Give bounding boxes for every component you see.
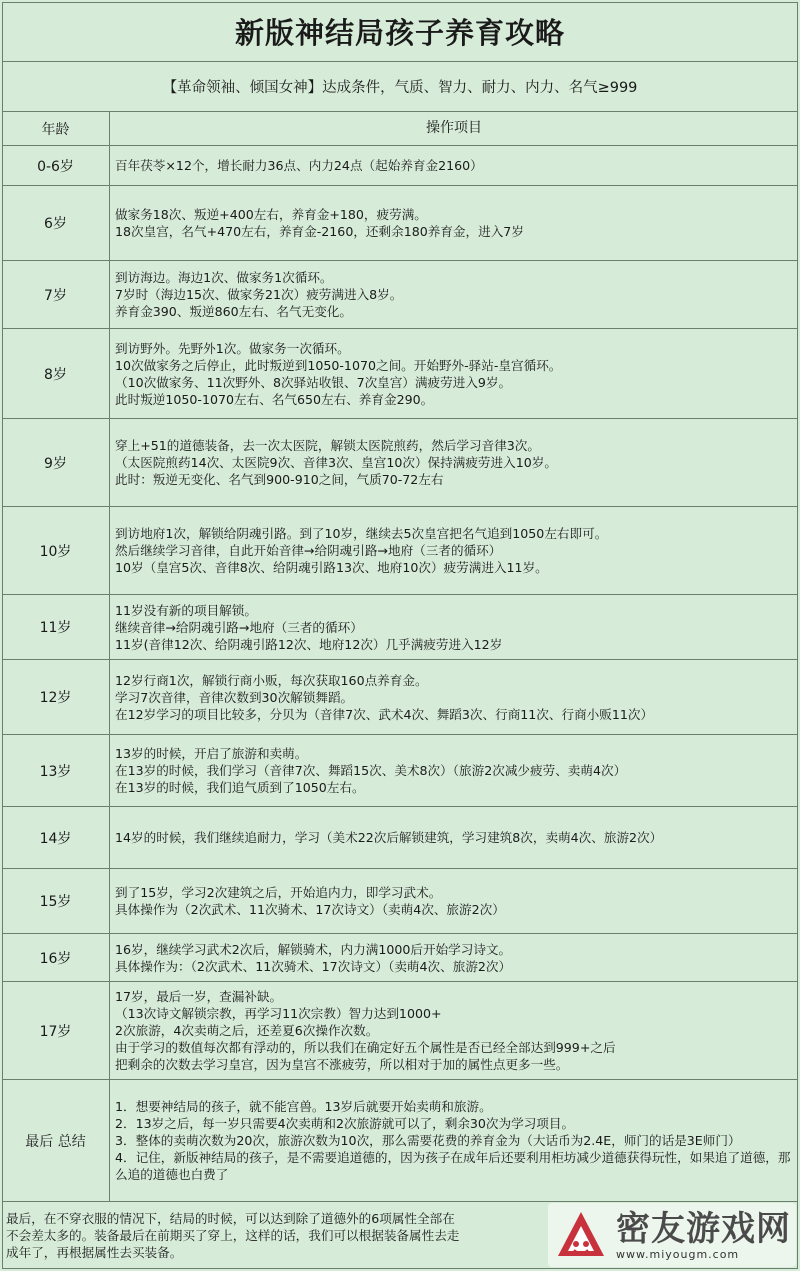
table-row — [2, 735, 798, 807]
page-title: 新版神结局孩子养育攻略 — [2, 2, 798, 62]
table-row — [2, 807, 798, 869]
row-age: 最后 总结 — [2, 1080, 110, 1201]
ops-line: 在12岁学习的项目比较多，分贝为（音律7次、武术4次、舞蹈3次、行商11次、行商小贩11次） — [115, 706, 654, 722]
table-row — [2, 146, 798, 186]
row-age: 0-6岁 — [2, 146, 110, 185]
ops-line: 穿上+51的道德装备，去一次太医院，解锁太医院煎药，然后学习音律3次。 — [115, 438, 540, 453]
ops-line: 然后继续学习音律，自此开始音律→给阴魂引路→地府（三者的循环） — [115, 543, 502, 558]
ops-line: 12岁行商1次，解锁行商小贩，每次获取160点养育金。 — [115, 672, 428, 688]
ops-line: 由于学习的数值每次都有浮动的，所以我们在确定好五个属性是否已经全部达到999+之后 — [115, 1040, 616, 1055]
ops-line: （太医院煎药14次、太医院9次、音律3次、皇宫10次）保持满疲劳进入10岁。 — [115, 455, 557, 470]
row-ops — [110, 507, 798, 594]
row-ops — [110, 595, 798, 659]
row-ops — [110, 807, 798, 868]
row-ops — [110, 146, 798, 185]
footer-line: 不会差太多的。装备最后在前期买了穿上，这样的话，我们可以根据装备属性去走 — [6, 1228, 460, 1243]
row-age: 6岁 — [2, 186, 110, 260]
ops-line: 到访地府1次，解锁给阴魂引路。到了10岁，继续去5次皇宫把名气追到1050左右即可。 — [115, 526, 608, 541]
row-ops — [110, 934, 798, 981]
ops-line: 11岁(音律12次、给阴魂引路12次、地府12次）几乎满疲劳进入12岁 — [115, 636, 503, 652]
ops-line: （10次做家务、11次野外、8次驿站收银、7次皇宫）满疲劳进入9岁。 — [115, 374, 512, 390]
ops-line: 做家务18次、叛逆+400左右，养育金+180，疲劳满。 — [115, 207, 427, 222]
table-row — [2, 934, 798, 982]
table-row — [2, 660, 798, 735]
site-logo-icon — [552, 1206, 610, 1264]
header-ops: 操作项目 — [426, 120, 482, 136]
ops-line: 继续音律→给阴魂引路→地府（三者的循环） — [115, 619, 363, 635]
ops-line: 7岁时（海边15次、做家务21次）疲劳满进入8岁。 — [115, 287, 403, 302]
ops-line: 1．想要神结局的孩子，就不能宫兽。13岁后就要开始卖萌和旅游。 — [115, 1099, 492, 1114]
ops-line: 到访野外。先野外1次。做家务一次循环。 — [115, 340, 350, 356]
table-row — [2, 595, 798, 660]
ops-line: 此时叛逆1050-1070左右、名气650左右、养育金290。 — [115, 391, 434, 407]
row-ops — [110, 186, 798, 260]
row-age: 11岁 — [2, 595, 110, 659]
row-ops — [110, 869, 798, 933]
row-ops — [110, 735, 798, 806]
row-ops — [110, 419, 798, 506]
ops-line: 17岁，最后一岁，查漏补缺。 — [115, 989, 283, 1004]
row-age: 13岁 — [2, 735, 110, 806]
ops-line: 10岁（皇宫5次、音律8次、给阴魂引路13次、地府10次）疲劳满进入11岁。 — [115, 560, 548, 575]
header-age: 年龄 — [2, 112, 110, 145]
ops-line: 2次旅游，4次卖萌之后，还差夏6次操作次数。 — [115, 1023, 379, 1038]
ops-line: 14岁的时候，我们继续追耐力，学习（美术22次后解锁建筑，学习建筑8次，卖萌4次、旅游2次） — [115, 830, 663, 845]
ops-line: 4．记住，新版神结局的孩子，是不需要追道德的，因为孩子在成年后还要利用柜坊减少道德获得玩性，如果追了道德，那么追的道德也白费了 — [115, 1150, 791, 1182]
footer-line: 最后，在不穿衣服的情况下，结局的时候，可以达到除了道德外的6项属性全部在 — [6, 1211, 455, 1226]
ops-line: 学习7次音律，音律次数到30次解锁舞蹈。 — [115, 689, 354, 705]
table-row — [2, 869, 798, 934]
ops-line: 具体操作为：（2次武术、11次骑术、17次诗文）（卖萌4次、旅游2次） — [115, 958, 512, 974]
table-row — [2, 186, 798, 261]
table-header — [2, 112, 798, 146]
ops-line: （13次诗文解锁宗教，再学习11次宗教）智力达到1000+ — [115, 1006, 442, 1021]
table-row — [2, 329, 798, 419]
table-row — [2, 982, 798, 1080]
table-row — [2, 1080, 798, 1202]
row-age: 8岁 — [2, 329, 110, 418]
ops-line: 到了15岁，学习2次建筑之后，开始追内力，即学习武术。 — [115, 885, 442, 900]
ops-line: 在13岁的时候，我们学习（音律7次、舞蹈15次、美术8次）（旅游2次减少疲劳、卖萌4次） — [115, 763, 627, 778]
row-age: 7岁 — [2, 261, 110, 328]
ops-line: 2．13岁之后，每一岁只需要4次卖萌和2次旅游就可以了，剩余30次为学习项目。 — [115, 1116, 575, 1131]
row-ops — [110, 329, 798, 418]
row-ops — [110, 261, 798, 328]
row-ops — [110, 982, 798, 1079]
row-age: 9岁 — [2, 419, 110, 506]
row-age: 12岁 — [2, 660, 110, 734]
table-row — [2, 507, 798, 595]
achievement-condition: 【革命领袖、倾国女神】达成条件，气质、智力、耐力、内力、名气≥999 — [2, 62, 798, 112]
ops-line: 18次皇宫，名气+470左右，养育金-2160，还剩余180养育金，进入7岁 — [115, 224, 524, 239]
ops-line: 3．整体的卖萌次数为20次，旅游次数为10次，那么需要花费的养育金为（大话币为2.4E，师门的话是3E师门） — [115, 1133, 741, 1148]
watermark-name: 密友游戏网 — [616, 1208, 791, 1249]
ops-line: 具体操作为（2次武术、11次骑术、17次诗文）（卖萌4次、旅游2次） — [115, 902, 505, 917]
ops-line: 把剩余的次数去学习皇宫，因为皇宫不涨疲劳，所以相对于加的属性点更多一些。 — [115, 1057, 569, 1072]
watermark-url: www.miyougm.com — [616, 1247, 740, 1261]
ops-line: 13岁的时候，开启了旅游和卖萌。 — [115, 746, 308, 761]
ops-line: 到访海边。海边1次、做家务1次循环。 — [115, 270, 333, 285]
ops-line: 养育金390、叛逆860左右、名气无变化。 — [115, 304, 352, 319]
footer-line: 成年了，再根据属性去买装备。 — [6, 1245, 183, 1260]
row-age: 17岁 — [2, 982, 110, 1079]
table-row — [2, 261, 798, 329]
row-age: 10岁 — [2, 507, 110, 594]
row-age: 14岁 — [2, 807, 110, 868]
ops-line: 百年茯苓×12个，增长耐力36点、内力24点（起始养育金2160） — [115, 158, 483, 173]
table-row — [2, 419, 798, 507]
watermark — [548, 1203, 796, 1267]
ops-line: 在13岁的时候，我们追气质到了1050左右。 — [115, 780, 365, 795]
row-ops — [110, 1080, 798, 1201]
ops-line: 此时：叛逆无变化、名气到900-910之间，气质70-72左右 — [115, 472, 444, 487]
ops-line: 10次做家务之后停止，此时叛逆到1050-1070之间。开始野外-驿站-皇宫循环。 — [115, 357, 562, 373]
row-age: 15岁 — [2, 869, 110, 933]
ops-line: 16岁，继续学习武术2次后，解锁骑术，内力满1000后开始学习诗文。 — [115, 941, 512, 957]
row-ops — [110, 660, 798, 734]
ops-line: 11岁没有新的项目解锁。 — [115, 602, 257, 618]
row-age: 16岁 — [2, 934, 110, 981]
